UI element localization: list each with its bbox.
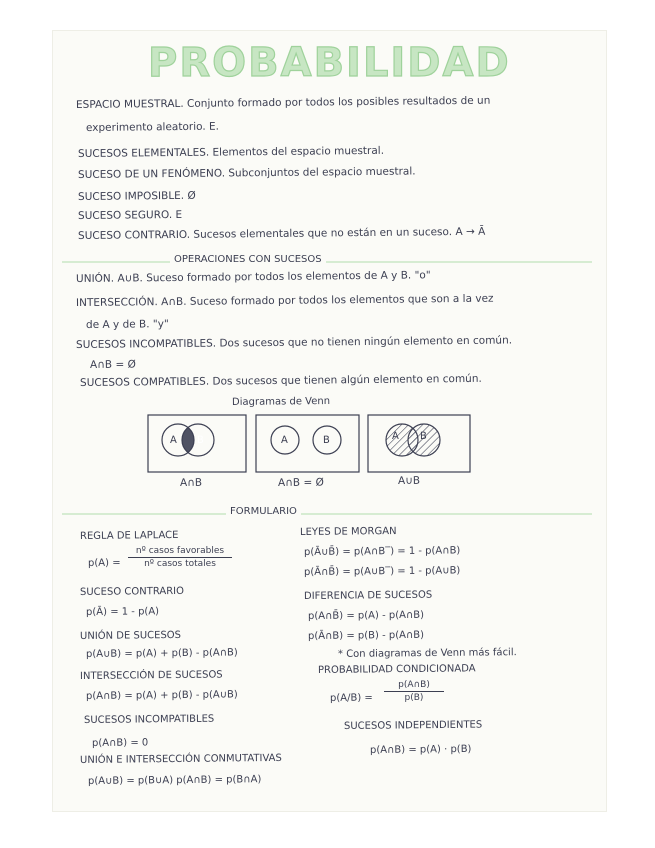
inter-formula: p(A∩B) = p(A) + p(B) - p(A∪B)	[85, 689, 238, 702]
def-espacio-muestral-cont: experimento aleatorio. E.	[85, 120, 220, 134]
union-formula: p(A∪B) = p(A) + p(B) - p(A∩B)	[85, 647, 238, 660]
def-suceso-contrario: SUCESO CONTRARIO. Sucesos elementales que no están en un suceso. A → Ā	[77, 225, 486, 242]
venn2-label-a: A	[280, 434, 288, 446]
def-espacio-muestral: ESPACIO MUESTRAL. Conjunto formado por todos los posibles resultados de un	[75, 94, 491, 111]
venn3-label-a: A	[391, 430, 399, 442]
cond-fraction	[384, 680, 444, 703]
indep-title: SUCESOS INDEPENDIENTES	[343, 719, 483, 732]
venn-caption-union: A∪B	[397, 474, 421, 487]
op-interseccion: INTERSECCIÓN. A∩B. Suceso formado por todos los elementos que son a la vez	[75, 292, 494, 309]
def-suceso-seguro: SUCESO SEGURO. E	[77, 208, 183, 222]
laplace-fraction	[128, 546, 232, 569]
section-divider	[62, 261, 592, 263]
diff-title: DIFERENCIA DE SUCESOS	[303, 589, 433, 602]
op-union: UNIÓN. A∪B. Suceso formado por todos los elementos de A y B. "o"	[75, 269, 431, 285]
morgan-formula-1: p(Ā∪B̄) = p(A∩B‾) = 1 - p(A∩B)	[303, 545, 461, 558]
venn3-label-b: B	[419, 430, 427, 442]
def-suceso-imposible: SUCESO IMPOSIBLE. Ø	[77, 189, 196, 203]
contrario-title: SUCESO CONTRARIO	[79, 585, 185, 598]
venn-diagrams	[140, 410, 500, 480]
cond-numerator: p(A∩B)	[398, 680, 430, 690]
diff-formula-1: p(A∩B̄) = p(A) - p(A∩B)	[307, 609, 425, 622]
op-incompatibles-formula: A∩B = Ø	[89, 358, 136, 371]
conmut-formula: p(A∪B) = p(B∪A) p(A∩B) = p(B∩A)	[87, 774, 262, 787]
venn-heading: Diagramas de Venn	[231, 395, 331, 408]
diff-note: * Con diagramas de Venn más fácil.	[337, 647, 517, 660]
laplace-denominator: nº casos totales	[144, 559, 216, 569]
incomp-formula: p(A∩B) = 0	[91, 737, 149, 749]
laplace-title: REGLA DE LAPLACE	[79, 529, 179, 542]
page-title: PROBABILIDAD	[148, 40, 511, 86]
op-interseccion-cont: de A y de B. "y"	[85, 318, 169, 331]
formulario-divider	[62, 513, 592, 515]
def-sucesos-elementales: SUCESOS ELEMENTALES. Elementos del espacio muestral.	[77, 144, 385, 160]
op-compatibles: SUCESOS COMPATIBLES. Dos sucesos que tienen algún elemento en común.	[79, 372, 482, 389]
venn1-label-a: A	[169, 434, 177, 446]
operations-heading: OPERACIONES CON SUCESOS	[170, 254, 326, 265]
def-suceso-fenomeno: SUCESO DE UN FENÓMENO. Subconjuntos del espacio muestral.	[77, 165, 416, 181]
incomp-title: SUCESOS INCOMPATIBLES	[83, 713, 215, 726]
morgan-formula-2: p(Ā∩B̄) = p(A∪B‾) = 1 - p(A∪B)	[303, 565, 461, 578]
contrario-formula: p(Ā) = 1 - p(A)	[85, 606, 160, 618]
indep-formula: p(A∩B) = p(A) · p(B)	[369, 743, 472, 756]
cond-denominator: p(B)	[404, 693, 424, 703]
venn1-label-b: B	[196, 434, 204, 446]
venn2-label-b: B	[322, 434, 330, 446]
cond-title: PROBABILIDAD CONDICIONADA	[317, 663, 476, 676]
op-incompatibles: SUCESOS INCOMPATIBLES. Dos sucesos que no tienen ningún elemento en común.	[75, 334, 513, 351]
venn-caption-disjoint: A∩B = Ø	[277, 476, 324, 489]
laplace-lhs: p(A) =	[87, 557, 121, 569]
morgan-title: LEYES DE MORGAN	[299, 525, 397, 538]
laplace-numerator: nº casos favorables	[135, 546, 225, 556]
cond-lhs: p(A/B) =	[329, 692, 373, 704]
diff-formula-2: p(Ā∩B) = p(B) - p(A∩B)	[307, 629, 425, 642]
union-title: UNIÓN DE SUCESOS	[79, 629, 182, 642]
formulario-heading: FORMULARIO	[226, 506, 301, 517]
inter-title: INTERSECCIÓN DE SUCESOS	[79, 669, 223, 682]
conmut-title: UNIÓN E INTERSECCIÓN CONMUTATIVAS	[79, 752, 282, 766]
venn-caption-intersection: A∩B	[179, 476, 203, 489]
